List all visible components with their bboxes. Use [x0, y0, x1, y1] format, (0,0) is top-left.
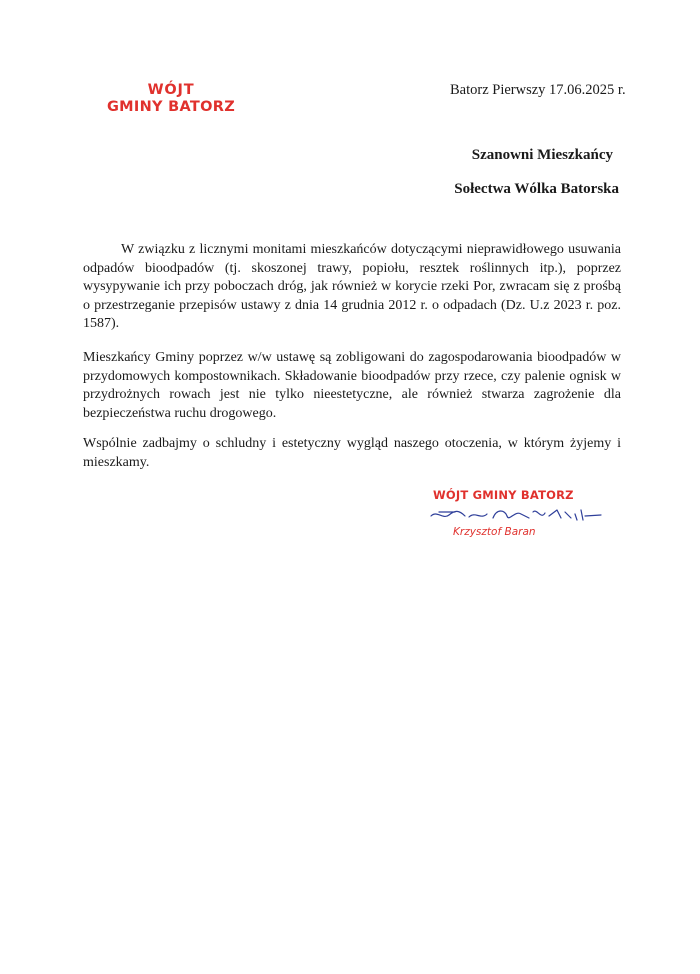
stamp-municipality-line: GMINY BATORZ — [106, 99, 236, 115]
signature-block — [425, 488, 625, 548]
signatory-name: Krzysztof Baran — [453, 526, 536, 538]
body-paragraph-3: Wspólnie zadbajmy o schludny i estetyczny wygląd naszego otoczenia, w którym żyjemy i mieszkamy. — [83, 436, 621, 470]
signature-stamp-title: WÓJT GMINY BATORZ — [433, 488, 574, 502]
stamp-title-line: WÓJT — [147, 82, 195, 98]
addressee-line-2: Sołectwa Wólka Batorska — [454, 181, 619, 197]
body-paragraph-1: W związku z licznymi monitami mieszkańców dotyczącymi nieprawidłowego usuwania odpadów bioodpadów (tj. skoszonej trawy, popiołu, resztek roślinnych itp.), poprzez wysypywanie ich przy poboczach dróg, jak również w korycie rzeki Por, zwracam się z prośbą o przestrzeganie przepisów ustawy z dnia 14 grudnia 2012 r. o odpadach (Dz. U.z 2023 r. poz. 1587). — [83, 242, 621, 331]
office-stamp-header — [96, 82, 246, 116]
place-and-date: Batorz Pierwszy 17.06.2025 r. — [450, 82, 626, 98]
body-paragraph-2: Mieszkańcy Gminy poprzez w/w ustawę są zobligowani do zagospodarowania bioodpadów w przydomowych kompostownikach. Składowanie bioodpadów przy rzece, czy palenie ognisk w przydrożnych rowach jest nie tylko nieestetyczne, ale również stwarza zagrożenie dla bezpieczeństwa ruchu drogowego. — [83, 350, 621, 421]
addressee-line-1: Szanowni Mieszkańcy — [471, 147, 613, 163]
